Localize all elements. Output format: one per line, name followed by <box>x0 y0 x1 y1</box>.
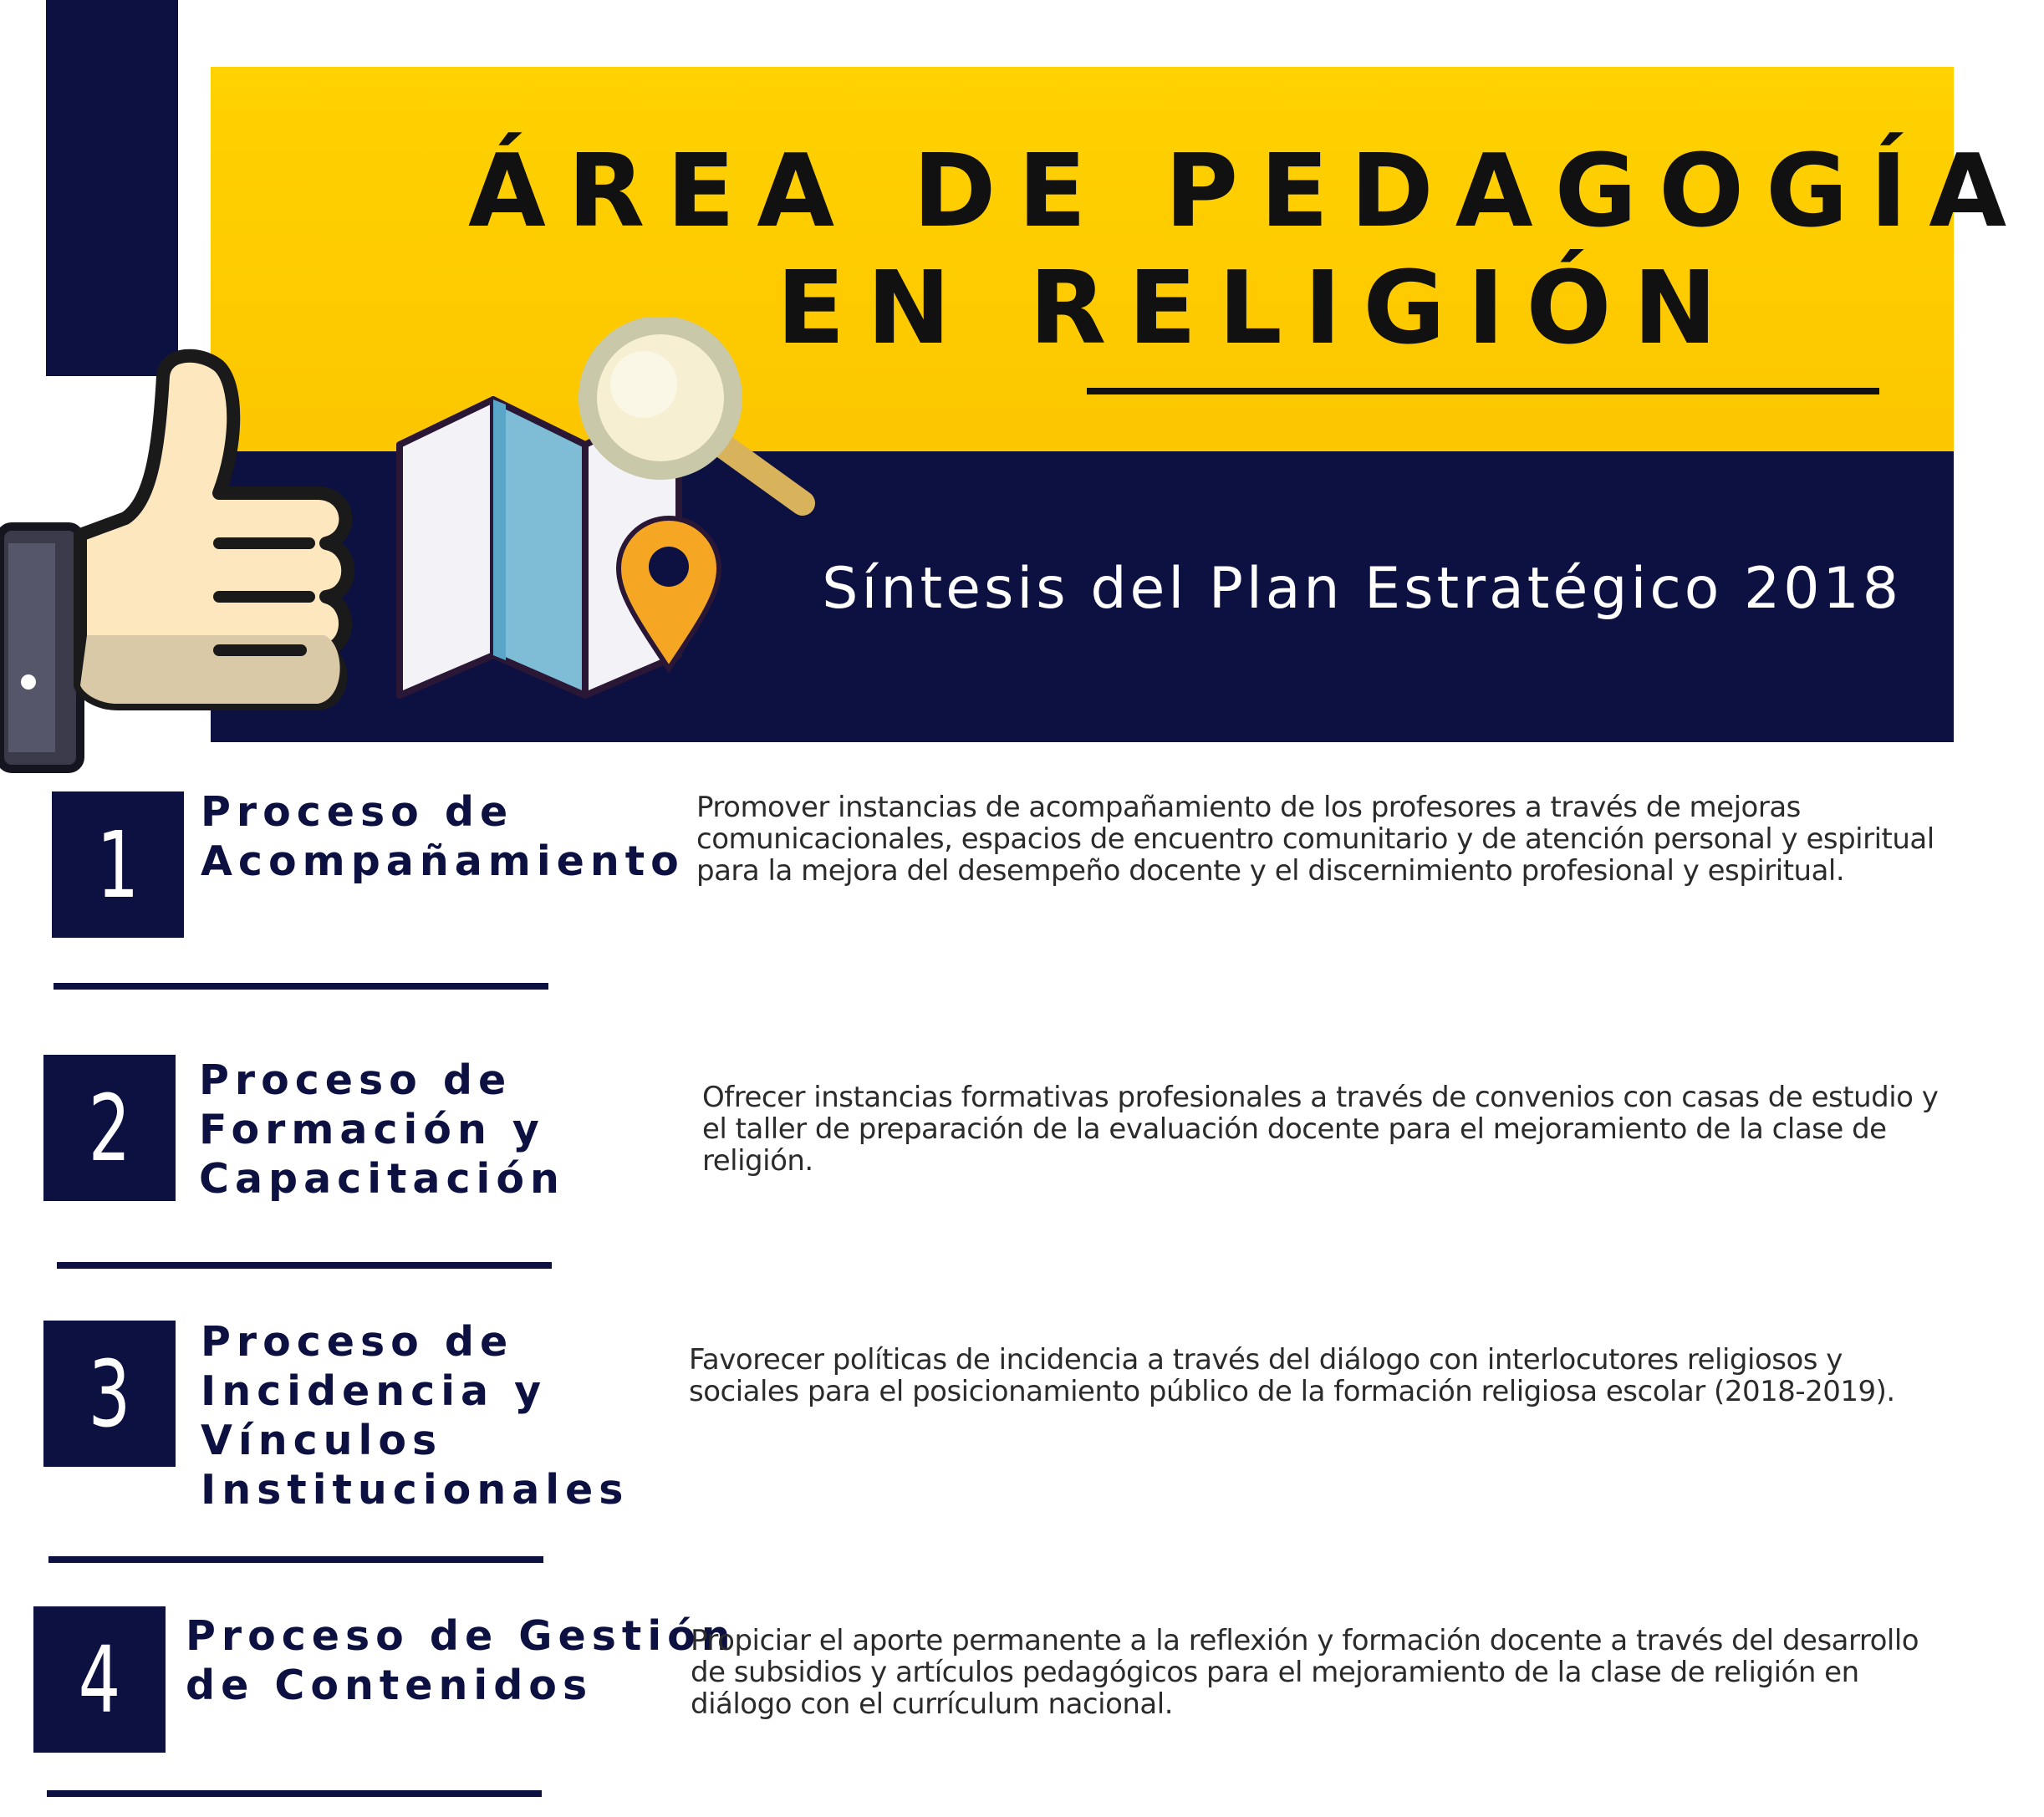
process-title-line: Formación y <box>199 1106 545 1153</box>
process-number-3: 3 <box>43 1321 176 1467</box>
process-description-4: Propiciar el aporte permanente a la reflexión y formación docente a través del desarrollo de subsidios y artículos pedagógicos para el mejoramiento de la clase de religión en diálogo con el currículum nacional. <box>691 1624 1919 1721</box>
page-title-line-1: ÁREA DE PEDAGOGÍA <box>468 134 2029 250</box>
process-divider <box>54 983 548 990</box>
page-title-line-2: EN RELIGIÓN <box>776 251 1739 367</box>
header-illustration <box>0 318 836 786</box>
process-title-line: Proceso de <box>201 788 514 836</box>
process-title-line: Acompañamiento <box>201 837 685 885</box>
process-title-line: Proceso de <box>201 1318 514 1366</box>
process-title-1 <box>201 787 685 886</box>
thumbs-up-icon <box>0 356 348 769</box>
process-title-line: Proceso de <box>199 1056 512 1104</box>
page-subtitle: Síntesis del Plan Estratégico 2018 <box>822 556 1902 622</box>
process-title-2 <box>199 1056 565 1204</box>
process-title-line: Incidencia y <box>201 1367 548 1415</box>
process-title-line: Capacitación <box>199 1155 565 1203</box>
process-title-line: de Contenidos <box>186 1662 594 1709</box>
process-title-3 <box>201 1317 629 1514</box>
title-underline <box>1087 388 1879 394</box>
process-title-line: Proceso de Gestión <box>186 1612 737 1660</box>
process-description-3: Favorecer políticas de incidencia a través del diálogo con interlocutores religiosos y sociales para el posicionamiento público de la formación religiosa escolar (2018-2019). <box>689 1343 1895 1408</box>
process-description-2: Ofrecer instancias formativas profesionales a través de convenios con casas de estudio y el taller de preparación de la evaluación docente para el mejoramiento de la clase de religión. <box>702 1081 1939 1178</box>
process-title-line: Institucionales <box>201 1466 630 1514</box>
process-number-4: 4 <box>33 1606 166 1753</box>
process-divider <box>48 1556 543 1563</box>
process-title-4 <box>186 1611 737 1710</box>
process-number-1: 1 <box>52 791 184 938</box>
process-divider <box>57 1262 552 1269</box>
process-description-1: Promover instancias de acompañamiento de los profesores a través de mejoras comunicacionales, espacios de encuentro comunitario y de atención personal y espiritual para la mejora del desempeño docente y el discernimiento profesional y espiritual. <box>696 791 1934 888</box>
process-number-2: 2 <box>43 1055 176 1201</box>
process-title-line: Vínculos <box>201 1417 443 1464</box>
process-divider <box>47 1790 542 1797</box>
